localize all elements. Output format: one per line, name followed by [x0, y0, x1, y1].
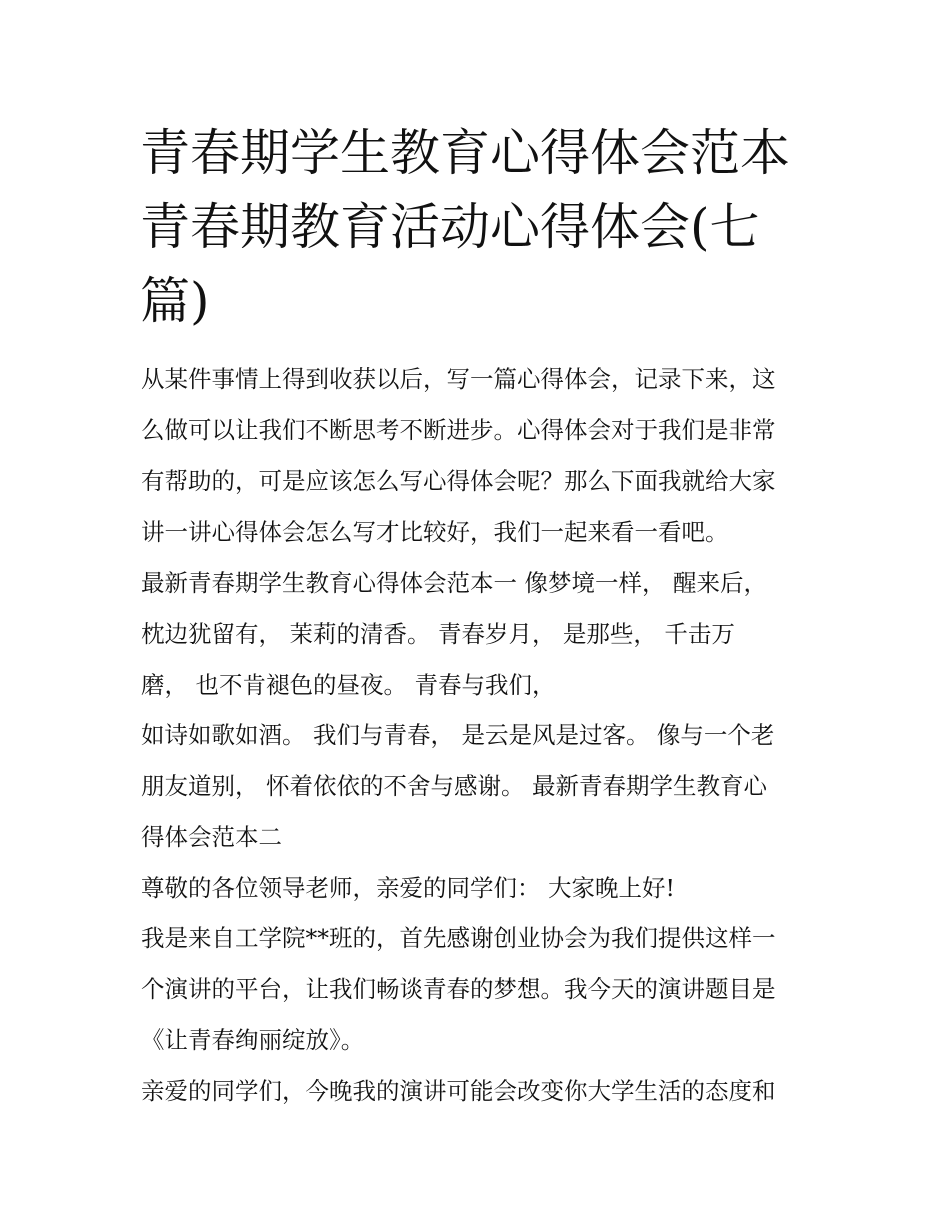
- title-line: 篇): [140, 272, 210, 330]
- body-text-line: 得体会范本二: [141, 823, 282, 851]
- body-text-line: 磨， 也不肯褪色的昼夜。 青春与我们，: [141, 671, 556, 699]
- body-text-line: 朋友道别， 怀着依依的不舍与感谢。 最新青春期学生教育心: [141, 772, 767, 800]
- body-text-line: 有帮助的，可是应该怎么写心得体会呢？那么下面我就给大家: [141, 467, 776, 495]
- body-text-line: 亲爱的同学们，今晚我的演讲可能会改变你大学生活的态度和: [141, 1077, 776, 1105]
- body-text-line: 《让青春绚丽绽放》。: [141, 1026, 365, 1054]
- body-text-line: 个演讲的平台，让我们畅谈青春的梦想。我今天的演讲题目是: [141, 975, 776, 1003]
- body-text-line: 我是来自工学院**班的，首先感谢创业协会为我们提供这样一: [141, 924, 776, 952]
- body-text-line: 如诗如歌如酒。 我们与青春， 是云是风是过客。 像与一个老: [141, 721, 775, 749]
- body-text-line: 枕边犹留有， 茉莉的清香。 青春岁月， 是那些， 千击万: [141, 620, 735, 648]
- body-text-line: 讲一讲心得体会怎么写才比较好，我们一起来看一看吧。: [141, 518, 729, 546]
- title-line: 青春期教育活动心得体会(七: [140, 198, 760, 256]
- title-line: 青春期学生教育心得体会范本: [140, 124, 790, 182]
- body-text-line: 最新青春期学生教育心得体会范本一 像梦境一样， 醒来后，: [141, 569, 767, 597]
- body-text-line: 么做可以让我们不断思考不断进步。心得体会对于我们是非常: [141, 416, 776, 444]
- body-text-line: 尊敬的各位领导老师，亲爱的同学们： 大家晚上好!: [141, 874, 675, 902]
- document-title: [140, 116, 820, 338]
- body-text-line: 从某件事情上得到收获以后，写一篇心得体会，记录下来，这: [141, 365, 776, 393]
